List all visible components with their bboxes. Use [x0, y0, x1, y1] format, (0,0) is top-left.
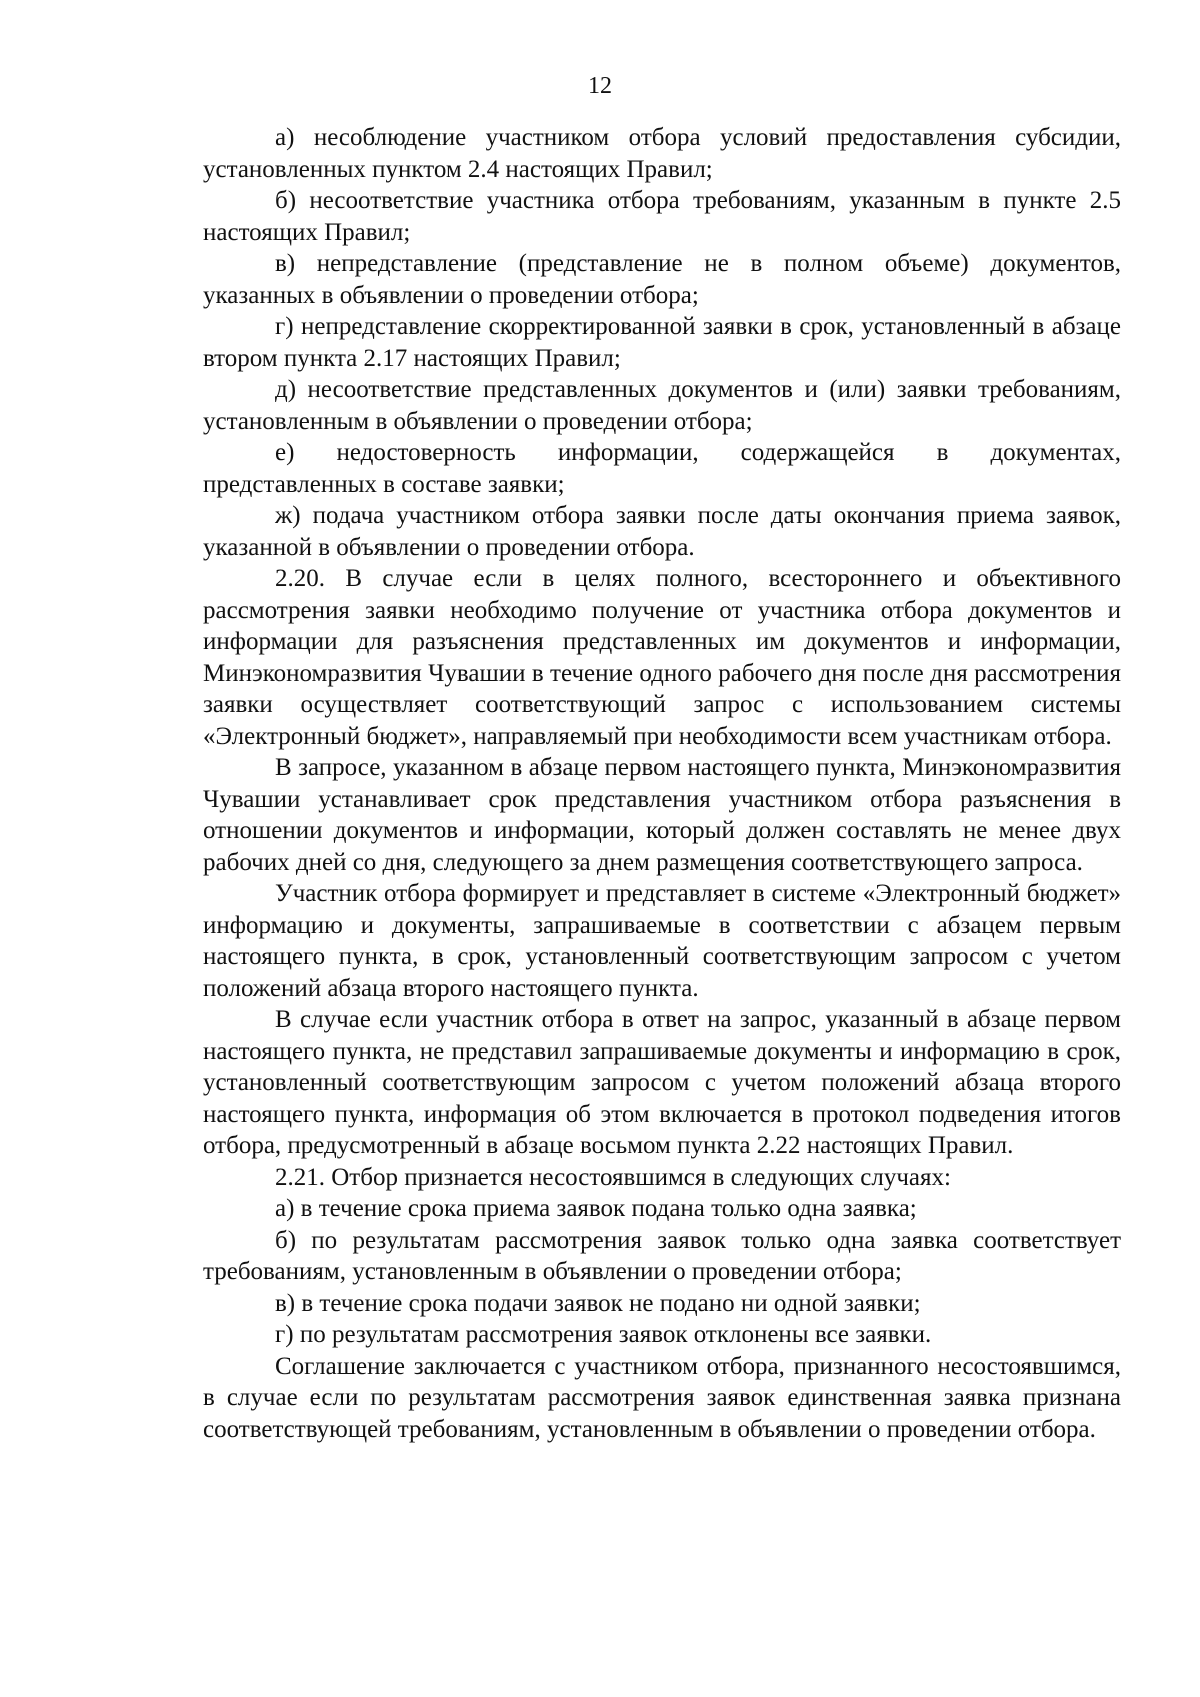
paragraph-2-21-agreement: Соглашение заключается с участником отбора, признанного несостоявшимся, в случае если по результатам рассмотрения заявок единственная заявка признана соответствующей требованиям, установленным в объявлении о проведении отбора.	[203, 1352, 1121, 1443]
paragraph-2-20-no-response: В случае если участник отбора в ответ на запрос, указанный в абзаце первом настоящего пункта, не представил запрашиваемые документы и информацию в срок, установленный соответствующим запросом с учетом положений абзаца второго настоящего пункта, информация об этом включается в протокол подведения итогов отбора, предусмотренный в абзаце восьмом пункта 2.22 настоящих Правил.	[203, 1006, 1121, 1159]
paragraph-2-19-a: а) несоблюдение участником отбора условий предоставления субсидии, установленных пунктом 2.4 настоящих Правил;	[203, 124, 1121, 183]
paragraph-2-19-v: в) непредставление (представление не в полном объеме) документов, указанных в объявлении о проведении отбора;	[203, 250, 1121, 309]
paragraph-2-21-v: в) в течение срока подачи заявок не подано ни одной заявки;	[275, 1289, 921, 1317]
paragraph-2-20-request-term: В запросе, указанном в абзаце первом настоящего пункта, Минэкономразвития Чувашии устанавливает срок представления участником отбора разъяснения в отношении документов и информации, который должен составлять не менее двух рабочих дней со дня, следующего за днем размещения соответствующего запроса.	[203, 754, 1121, 876]
paragraph-2-21-a: а) в течение срока приема заявок подана только одна заявка;	[275, 1195, 917, 1222]
paragraph-2-21-b: б) по результатам рассмотрения заявок только одна заявка соответствует требованиям, установленным в объявлении о проведении отбора;	[203, 1226, 1121, 1285]
page-number: 12	[588, 73, 612, 99]
paragraph-2-21: 2.21. Отбор признается несостоявшимся в следующих случаях:	[275, 1163, 951, 1191]
paragraph-2-19-e: е) недостоверность информации, содержащейся в документах, представленных в составе заявки;	[203, 439, 1121, 498]
paragraph-2-19-g: г) непредставление скорректированной заявки в срок, установленный в абзаце втором пункта 2.17 настоящих Правил;	[203, 313, 1121, 372]
paragraph-2-20-participant-response: Участник отбора формирует и представляет в системе «Электронный бюджет» информацию и документы, запрашиваемые в соответствии с абзацем первым настоящего пункта, в срок, установленный соответствующим запросом с учетом положений абзаца второго настоящего пункта.	[203, 880, 1121, 1002]
paragraph-2-19-d: д) несоответствие представленных документов и (или) заявки требованиям, установленным в объявлении о проведении отбора;	[203, 376, 1121, 435]
paragraph-2-21-g: г) по результатам рассмотрения заявок отклонены все заявки.	[275, 1321, 932, 1348]
paragraph-2-20: 2.20. В случае если в целях полного, всестороннего и объективного рассмотрения заявки необходимо получение от участника отбора документов и информации для разъяснения представленных им документов и информации, Минэкономразвития Чувашии в течение одного рабочего дня после дня рассмотрения заявки осуществляет соответствующий запрос с использованием системы «Электронный бюджет», направляемый при необходимости всем участникам отбора.	[203, 565, 1121, 750]
paragraph-2-19-zh: ж) подача участником отбора заявки после даты окончания приема заявок, указанной в объявлении о проведении отбора.	[203, 502, 1121, 561]
document-body	[203, 122, 1121, 1445]
paragraph-2-19-b: б) несоответствие участника отбора требованиям, указанным в пункте 2.5 настоящих Правил;	[203, 187, 1121, 246]
